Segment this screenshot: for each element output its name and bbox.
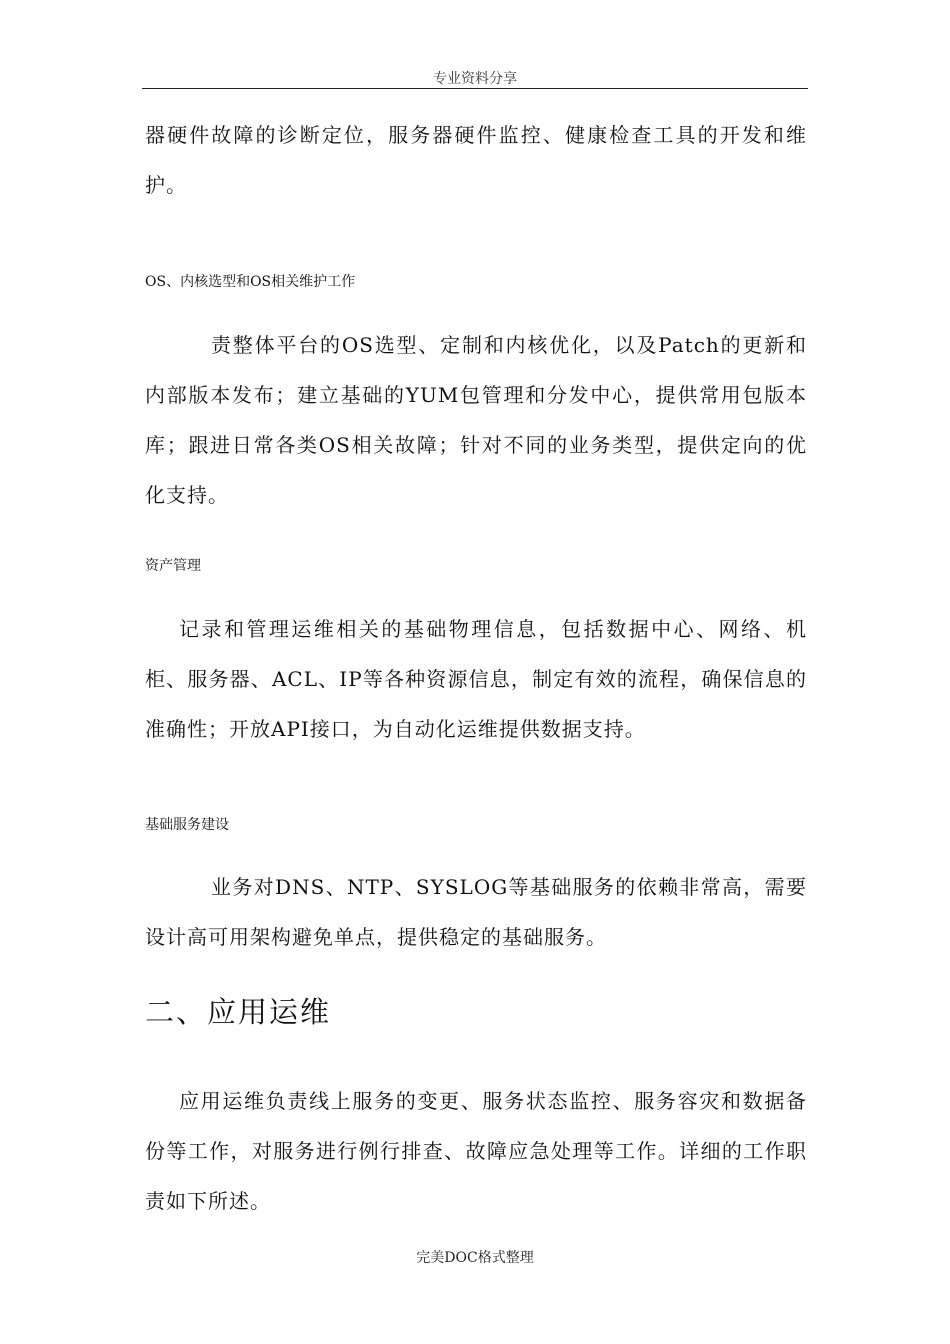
paragraph-os: 责整体平台的OS选型、定制和内核优化，以及Patch的更新和内部版本发布；建立基础的YUM包管理和分发中心，提供常用包版本库；跟进日常各类OS相关故障；针对不同的业务类型，提供定向的优化支持。 bbox=[145, 333, 807, 507]
page-footer: 完美DOC格式整理 bbox=[416, 1250, 534, 1266]
paragraph-asset: 记录和管理运维相关的基础物理信息，包括数据中心、网络、机柜、服务器、ACL、IP等各种资源信息，制定有效的流程，确保信息的准确性；开放API接口，为自动化运维提供数据支持。 bbox=[145, 617, 807, 741]
page-header: 专业资料分享 bbox=[433, 71, 517, 87]
paragraph-hardware: 器硬件故障的诊断定位，服务器硬件监控、健康检查工具的开发和维护。 bbox=[145, 123, 807, 197]
paragraph-app-ops: 应用运维负责线上服务的变更、服务状态监控、服务容灾和数据备份等工作，对服务进行例行排查、故障应急处理等工作。详细的工作职责如下所述。 bbox=[145, 1089, 807, 1213]
subheading-asset: 资产管理 bbox=[145, 558, 201, 574]
header-rule bbox=[142, 88, 808, 89]
subheading-infra: 基础服务建设 bbox=[145, 817, 229, 833]
section-heading-app-ops: 二、应用运维 bbox=[145, 995, 332, 1029]
paragraph-infra: 业务对DNS、NTP、SYSLOG等基础服务的依赖非常高，需要设计高可用架构避免单点，提供稳定的基础服务。 bbox=[145, 875, 807, 949]
subheading-os: OS、内核选型和OS相关维护工作 bbox=[145, 274, 356, 290]
